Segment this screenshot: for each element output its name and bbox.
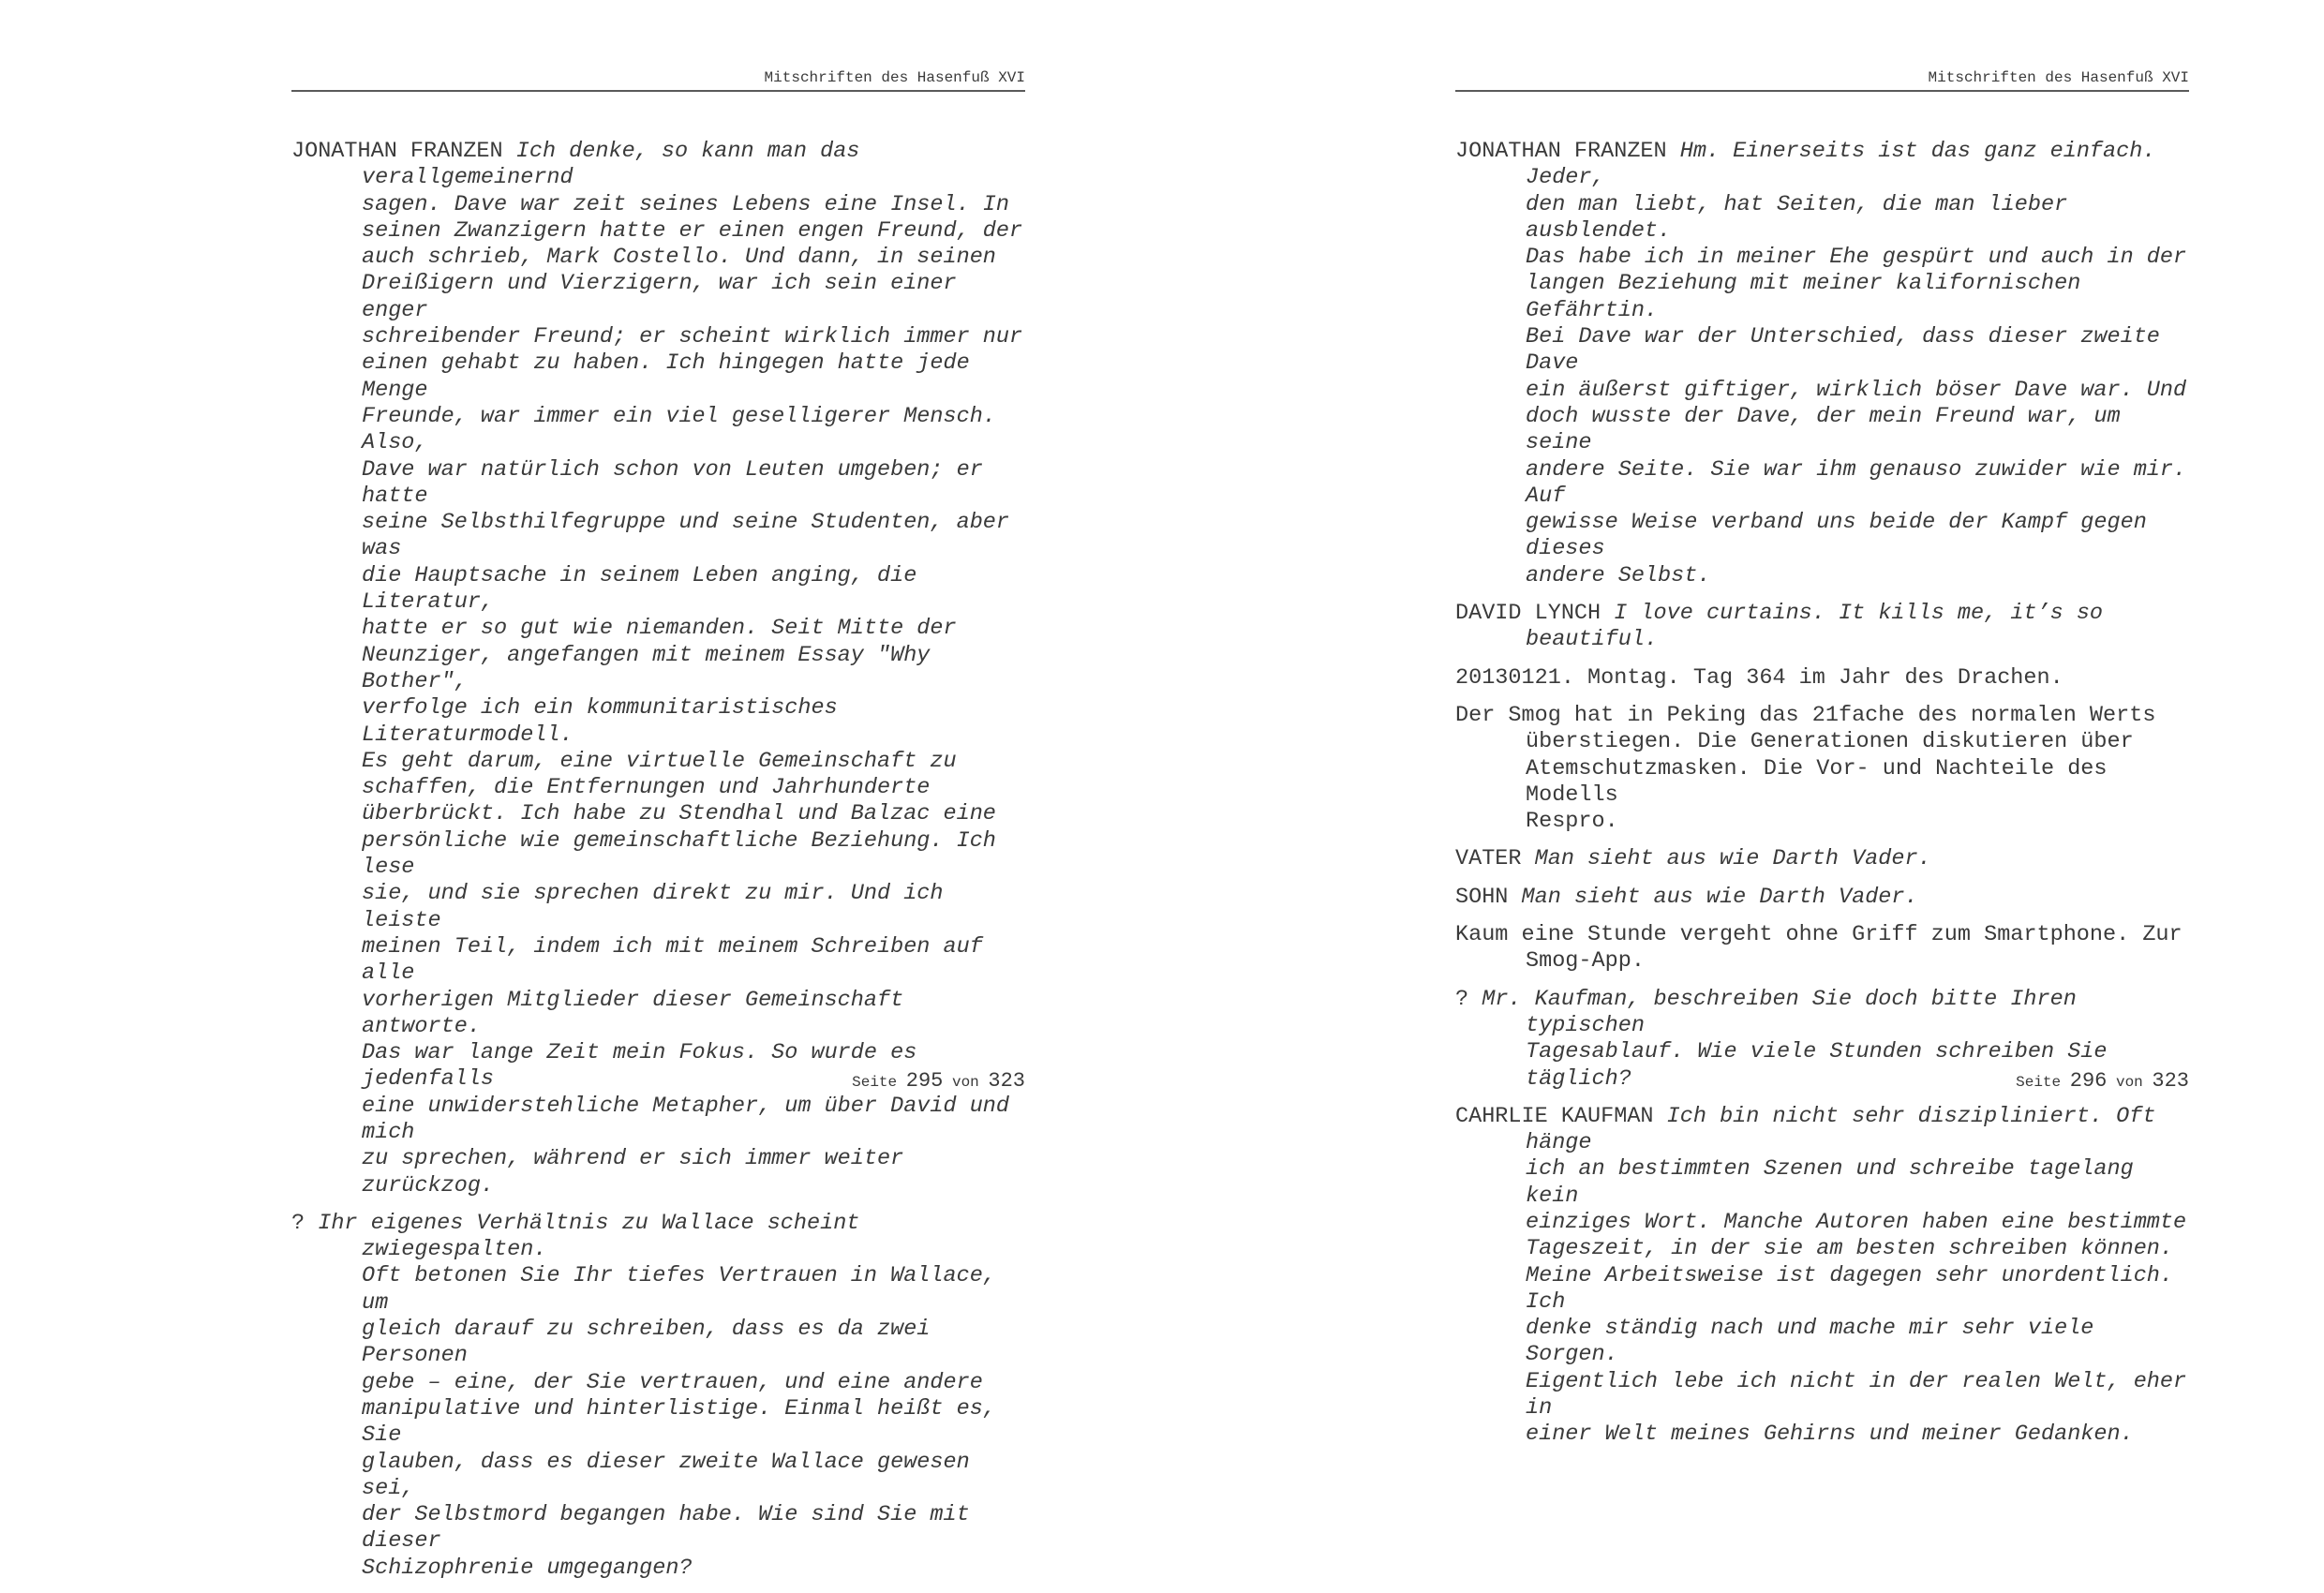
folio-number: 295 [905, 1069, 944, 1093]
speech-text: Man sieht aus wie Darth Vader. [1534, 846, 1931, 872]
folio-middle: von [2115, 1074, 2143, 1091]
folio-number: 296 [2069, 1069, 2108, 1093]
header-rule [291, 90, 1025, 92]
paragraph [1455, 139, 2189, 589]
speaker-name: JONATHAN FRANZEN [1455, 139, 1667, 164]
page-number [2016, 1069, 2189, 1093]
paragraph [1455, 665, 2189, 692]
speaker-name: VATER [1455, 846, 1522, 872]
paragraph [1455, 922, 2189, 975]
folio-middle: von [951, 1074, 979, 1091]
paragraph [1455, 1104, 2189, 1449]
page-body [1455, 139, 2189, 1460]
speech-text: Mr. Kaufman, beschreiben Sie doch bitte Ihren typischen Tagesablauf. Wie viele Stunden schreiben Sie täglich? [1482, 986, 2108, 1092]
speech-text: Ihr eigenes Verhältnis zu Wallace scheint zwiegespalten. Oft betonen Sie Ihr tiefes Vertrauen in Wallace, um gleich darauf zu schreiben, dass es da zwei Personen gebe – eine, der Sie vertrauen, und eine andere manipulative und hinterlistige. Einmal heißt es, Sie glauben, dass es dieser zweite Wallace gewesen sei, der Selbstmord begangen habe. Wie sind Sie mit dieser Schizophrenie umgegangen? [318, 1210, 996, 1581]
body-text: 20130121. Montag. Tag 364 im Jahr des Drachen. [1455, 664, 2063, 691]
speech-text: Ich bin nicht sehr diszipliniert. Oft hänge ich an bestimmten Szenen und schreibe tagelang kein einziges Wort. Manche Autoren haben eine bestimmte Tageszeit, in der sie am besten schreiben können. Meine Arbeitsweise ist dagegen sehr unordentlich. Ich denke ständig nach und mache mir sehr viele Sorgen. Eigentlich lebe ich nicht in der realen Welt, eher in einer Welt meines Gehirns und meiner Gedanken. [1526, 1103, 2187, 1448]
speaker-name: ? [291, 1210, 305, 1236]
page-right [1455, 0, 2189, 1448]
page-body [291, 139, 1025, 1593]
speech-text: Man sieht aus wie Darth Vader. [1521, 884, 1918, 910]
paragraph [291, 139, 1025, 1199]
speaker-name: CAHRLIE KAUFMAN [1455, 1103, 1654, 1129]
speech-text: Hm. Einerseits ist das ganz einfach. Jeder, den man liebt, hat Seiten, die man lieber ausblendet. Das habe ich in meiner Ehe gespürt und auch in der langen Beziehung mit meiner kalifornischen Gefährtin. Bei Dave war der Unterschied, dass dieser zweite Dave ein äußerst giftiger, wirklich böser Dave war. Und doch wusste der Dave, der mein Freund war, um seine andere Seite. Sie war ihm genauso zuwider wie mir. Auf gewisse Weise verband uns beide der Kampf gegen dieses andere Selbst. [1526, 139, 2187, 588]
speaker-name: JONATHAN FRANZEN [291, 139, 503, 164]
folio-prefix: Seite [2016, 1074, 2062, 1091]
running-head: Mitschriften des Hasenfuß XVI [764, 69, 1025, 86]
paragraph [291, 1211, 1025, 1582]
header-rule [1455, 90, 2189, 92]
folio-total: 323 [988, 1069, 1025, 1093]
speech-text: I love curtains. It kills me, it’s so beautiful. [1526, 601, 2117, 653]
speaker-name: SOHN [1455, 884, 1509, 910]
paragraph [1455, 601, 2189, 654]
running-head: Mitschriften des Hasenfuß XVI [1928, 69, 2189, 86]
page-number [852, 1069, 1025, 1093]
page-left [291, 0, 1025, 1581]
paragraph [1455, 885, 2189, 911]
speaker-name: ? [1455, 986, 1469, 1012]
folio-prefix: Seite [852, 1074, 898, 1091]
body-text: Kaum eine Stunde vergeht ohne Griff zum Smartphone. Zur Smog-App. [1455, 922, 2182, 975]
speaker-name: DAVID LYNCH [1455, 601, 1601, 627]
speech-text: Ich denke, so kann man das verallgemeinernd sagen. Dave war zeit seines Lebens eine Insel. In seinen Zwanzigern hatte er einen engen Freund, der auch schrieb, Mark Costello. Und dann, in seinen Dreißigern und Vierzigern, war ich sein einer enger schreibender Freund; er scheint wirklich immer nur einen gehabt zu haben. Ich hingegen hatte jede Menge Freunde, war immer ein viel geselligerer Mensch. Also, Dave war natürlich schon von Leuten umgeben; er hatte seine Selbsthilfegruppe und seine Studenten, aber was die Hauptsache in seinem Leben anging, die Literatur, hatte er so gut wie niemanden. Seit Mitte der Neunziger, angefangen mit meinem Essay "Why Bother", verfolge ich ein kommunitaristisches Literaturmodell. Es geht darum, eine virtuelle Gemeinschaft zu schaffen, die Entfernungen und Jahrhunderte überbrückt. Ich habe zu Stendhal und Balzac eine persönliche wie gemeinschaftliche Beziehung. Ich lese sie, und sie sprechen direkt zu mir. Und ich leiste meinen Teil, indem ich mit meinem Schreiben auf alle vorherigen Mitglieder dieser Gemeinschaft antworte. Das war lange Zeit mein Fokus. So wurde es jedenfalls eine unwiderstehliche Metapher, um über David und mich zu sprechen, während er sich immer weiter zurückzog. [362, 139, 1023, 1198]
paragraph [1455, 703, 2189, 835]
folio-total: 323 [2152, 1069, 2189, 1093]
body-text: Der Smog hat in Peking das 21fache des normalen Werts überstiegen. Die Generationen diskutieren über Atemschutzmasken. Die Vor- und Nachteile des Modells Respro. [1455, 702, 2156, 835]
paragraph [1455, 846, 2189, 872]
